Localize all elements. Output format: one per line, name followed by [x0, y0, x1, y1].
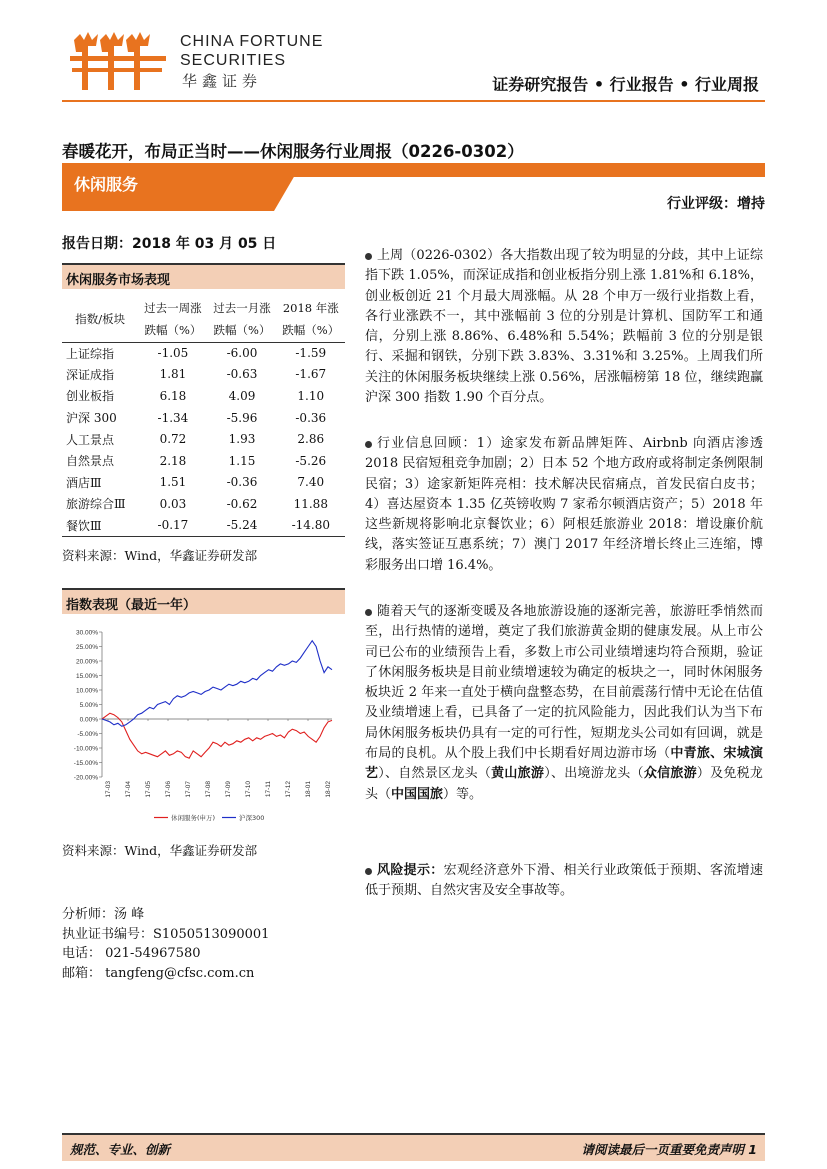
header-divider [62, 100, 765, 102]
row-value: -1.34 [157, 410, 189, 425]
report-date: 报告日期：2018 年 03 月 05 日 [62, 236, 277, 252]
row-value: 1.51 [159, 475, 187, 490]
row-value: 0.03 [159, 496, 187, 511]
bullet-icon [365, 441, 372, 448]
report-category: 证券研究报告 • 行业报告 • 行业周报 [492, 75, 759, 94]
col-year: 2018 年涨 [282, 300, 339, 315]
row-value: 1.10 [297, 388, 325, 403]
y-tick-label: 15.00% [75, 673, 98, 680]
y-tick-label: 20.00% [75, 658, 98, 666]
section-band [62, 163, 765, 211]
row-value: -5.24 [207, 515, 276, 537]
row-label: 旅游综合Ⅲ [66, 497, 126, 512]
row-value: -5.96 [226, 410, 258, 425]
row-value: 2.18 [159, 453, 187, 468]
analyst-info [62, 905, 269, 983]
row-label: 创业板指 [66, 389, 115, 404]
market-table [62, 296, 345, 537]
y-tick-label: -10.00% [73, 745, 98, 753]
row-value: -6.00 [226, 346, 258, 361]
row-label: 餐饮Ⅲ [62, 515, 138, 537]
stock-guolv: 中国国旅 [391, 786, 444, 802]
industry-rating: 行业评级：增持 [667, 196, 765, 212]
chart-box-title: 指数表现（最近一年） [62, 588, 345, 614]
row-value: 1.81 [159, 367, 187, 382]
table-row [62, 493, 345, 515]
x-tick-label: 17-09 [225, 781, 232, 798]
row-value: -5.26 [295, 453, 327, 468]
table-row [62, 450, 345, 472]
risk-label: 风险提示： [377, 863, 444, 878]
row-value: 0.72 [159, 432, 187, 447]
y-tick-label: -15.00% [73, 760, 98, 767]
row-label: 自然景点 [66, 454, 115, 469]
section-label: 休闲服务 [74, 175, 139, 194]
table-row [62, 385, 345, 407]
x-tick-label: 18-02 [325, 781, 332, 798]
table-row [62, 342, 345, 364]
row-value: -14.80 [277, 515, 345, 537]
row-value: 4.09 [228, 388, 256, 403]
market-source: 资料来源：Wind，华鑫证券研发部 [62, 548, 258, 563]
stock-huangshan: 黄山旅游 [491, 766, 545, 782]
row-value: 2.86 [297, 432, 325, 447]
row-label: 人工景点 [66, 432, 115, 447]
y-tick-label: 0.00% [79, 716, 98, 724]
stock-zhongqinglv: 中青旅、宋城演艺 [365, 746, 763, 782]
bullet-icon [365, 253, 372, 260]
series-line-1 [102, 641, 332, 727]
analyst-name: 分析师：汤 峰 [62, 907, 145, 922]
y-tick-label: 30.00% [75, 629, 98, 637]
table-row [62, 364, 345, 386]
table-row [62, 515, 345, 537]
analyst-email[interactable]: 邮箱： tangfeng@cfsc.com.cn [62, 965, 255, 981]
col-index: 指数/板块 [62, 296, 138, 342]
y-tick-label: 5.00% [79, 702, 98, 709]
paragraph-weekly-review: 上周（0226-0302）各大指数出现了较为明显的分歧，其中上证综指下跌 1.05%，而深证成指和创业板指分别上涨 1.81%和 6.18%，创业板创近 21 个月最大周涨幅。从 28 个申万一级行业指数上看，各行业涨跌不一，其中涨幅前 3 位的分别是计算机、国防军工和通信，分别上涨 8.86%、6.48%和 5.54%；跌幅前 3 位的分别是银行、采掘和钢铁，分别下跌 3.83%、3.31%和 3.25%。上周我们所关注的休闲服务板块继续上涨 0.56%，居涨幅榜第 18 位，继续跑赢沪深 300 指数 1.90 个百分点。 [365, 248, 763, 406]
row-label: 沪深 300 [66, 411, 117, 426]
logo-english-name: CHINA FORTUNE SECURITIES [180, 33, 324, 69]
paragraph-outlook: 随着天气的逐渐变暖及各地旅游设施的逐渐完善，旅游旺季悄然而至，出行热情的递增，奠定了我们旅游黄金期的健康发展。从上市公司已公布的业绩预告上看，多数上市公司业绩增速均符合预期，验证了休闲服务板块是目前业绩增速较为确定的板块之一，同时休闲服务板块近 2 年来一直处于横向盘整态势，在目前震荡行情中无论在估值及业绩增速上看，已具备了一定的抗风险能力，因此我们认为当下布局休闲服务板块仍具有一定的可行性，短期龙头公司如有回调，就是布局的良机。从个股上我们中长期看好周边游市场（中青旅、宋城演艺）、自然景区龙头（黄山旅游）、出境游龙头（众信旅游）及免税龙头（中国国旅）等。 [365, 604, 763, 802]
x-tick-label: 17-04 [125, 781, 132, 798]
x-tick-label: 17-03 [105, 781, 112, 798]
row-value: 11.88 [293, 496, 328, 511]
legend-label-0: 休闲服务(申万) [171, 814, 216, 822]
series-line-0 [102, 713, 332, 758]
logo-mark-icon [70, 30, 174, 92]
paragraph-risk: 风险提示：宏观经济意外下滑、相关行业政策低于预期、客流增速低于预期、自然灾害及安全事故等。 [365, 863, 763, 899]
y-tick-label: -20.00% [73, 774, 98, 782]
bullet-icon [365, 609, 372, 616]
y-tick-label: -5.00% [77, 731, 98, 738]
x-tick-label: 17-10 [245, 781, 252, 798]
col-year-sub: 跌幅（%） [277, 319, 345, 342]
market-box-title: 休闲服务市场表现 [62, 263, 345, 289]
index-performance-chart [62, 622, 345, 827]
x-tick-label: 17-06 [165, 781, 172, 798]
col-week: 过去一周涨 [144, 300, 202, 315]
x-tick-label: 17-08 [205, 781, 212, 798]
row-value: -1.59 [295, 346, 327, 361]
footer-disclaimer-note: 请阅读最后一页重要免责声明 1 [581, 1142, 757, 1157]
bullet-icon [365, 868, 372, 875]
paragraph-industry-news: 行业信息回顾：1）途家发布新品牌矩阵、Airbnb 向酒店渗透 2018 民宿短租竞争加剧；2）日本 52 个地方政府或将制定条例限制民宿；3）途家新矩阵亮相：技术解决民宿痛点，首发民宿白皮书；4）喜达屋资本 1.35 亿英镑收购 7 家希尔顿酒店资产；5）2018 年这些新规将影响北京餐饮业；6）阿根廷旅游业 2018：增设廉价航线，落实签证互惠系统；7）澳门 2017 年经济增长终止三连缩，博彩服务出口增 16.4%。 [365, 436, 763, 573]
row-label: 酒店Ⅲ [66, 475, 102, 490]
chart-source: 资料来源：Wind，华鑫证券研发部 [62, 843, 258, 858]
analyst-cert: 执业证书编号：S1050513090001 [62, 926, 270, 942]
company-logo [70, 28, 330, 98]
logo-chinese-name: 华鑫证券 [182, 72, 263, 90]
row-value: 1.93 [228, 432, 256, 447]
col-week-sub: 跌幅（%） [138, 319, 207, 342]
x-tick-label: 17-11 [265, 781, 272, 798]
row-value: -0.36 [295, 410, 327, 425]
y-tick-label: 25.00% [75, 644, 98, 651]
x-tick-label: 17-07 [185, 781, 192, 798]
legend-label-1: 沪深300 [239, 814, 265, 822]
col-month: 过去一月涨 [213, 300, 271, 315]
row-value: 7.40 [297, 475, 325, 490]
row-value: -0.36 [226, 475, 258, 490]
x-tick-label: 17-05 [145, 781, 152, 798]
row-value: -1.05 [157, 346, 189, 361]
row-value: -1.67 [295, 367, 327, 382]
analyst-phone: 电话： 021-54967580 [62, 946, 201, 961]
col-month-sub: 跌幅（%） [207, 319, 276, 342]
footer-slogan: 规范、专业、创新 [70, 1142, 171, 1157]
stock-zhongxin: 众信旅游 [643, 766, 697, 782]
table-row [62, 407, 345, 429]
table-row [62, 472, 345, 494]
y-tick-label: 10.00% [75, 687, 98, 695]
row-value: -0.62 [226, 496, 258, 511]
row-label: 上证综指 [66, 346, 115, 361]
row-value: -0.63 [226, 367, 258, 382]
row-label: 深证成指 [66, 367, 115, 382]
x-tick-label: 17-12 [285, 781, 292, 798]
row-value: -0.17 [138, 515, 207, 537]
table-row [62, 428, 345, 450]
row-value: 6.18 [159, 388, 187, 403]
footer [62, 1133, 765, 1161]
report-title: 春暖花开，布局正当时——休闲服务行业周报（0226-0302） [62, 142, 524, 161]
x-tick-label: 18-01 [305, 781, 312, 798]
row-value: 1.15 [228, 453, 256, 468]
